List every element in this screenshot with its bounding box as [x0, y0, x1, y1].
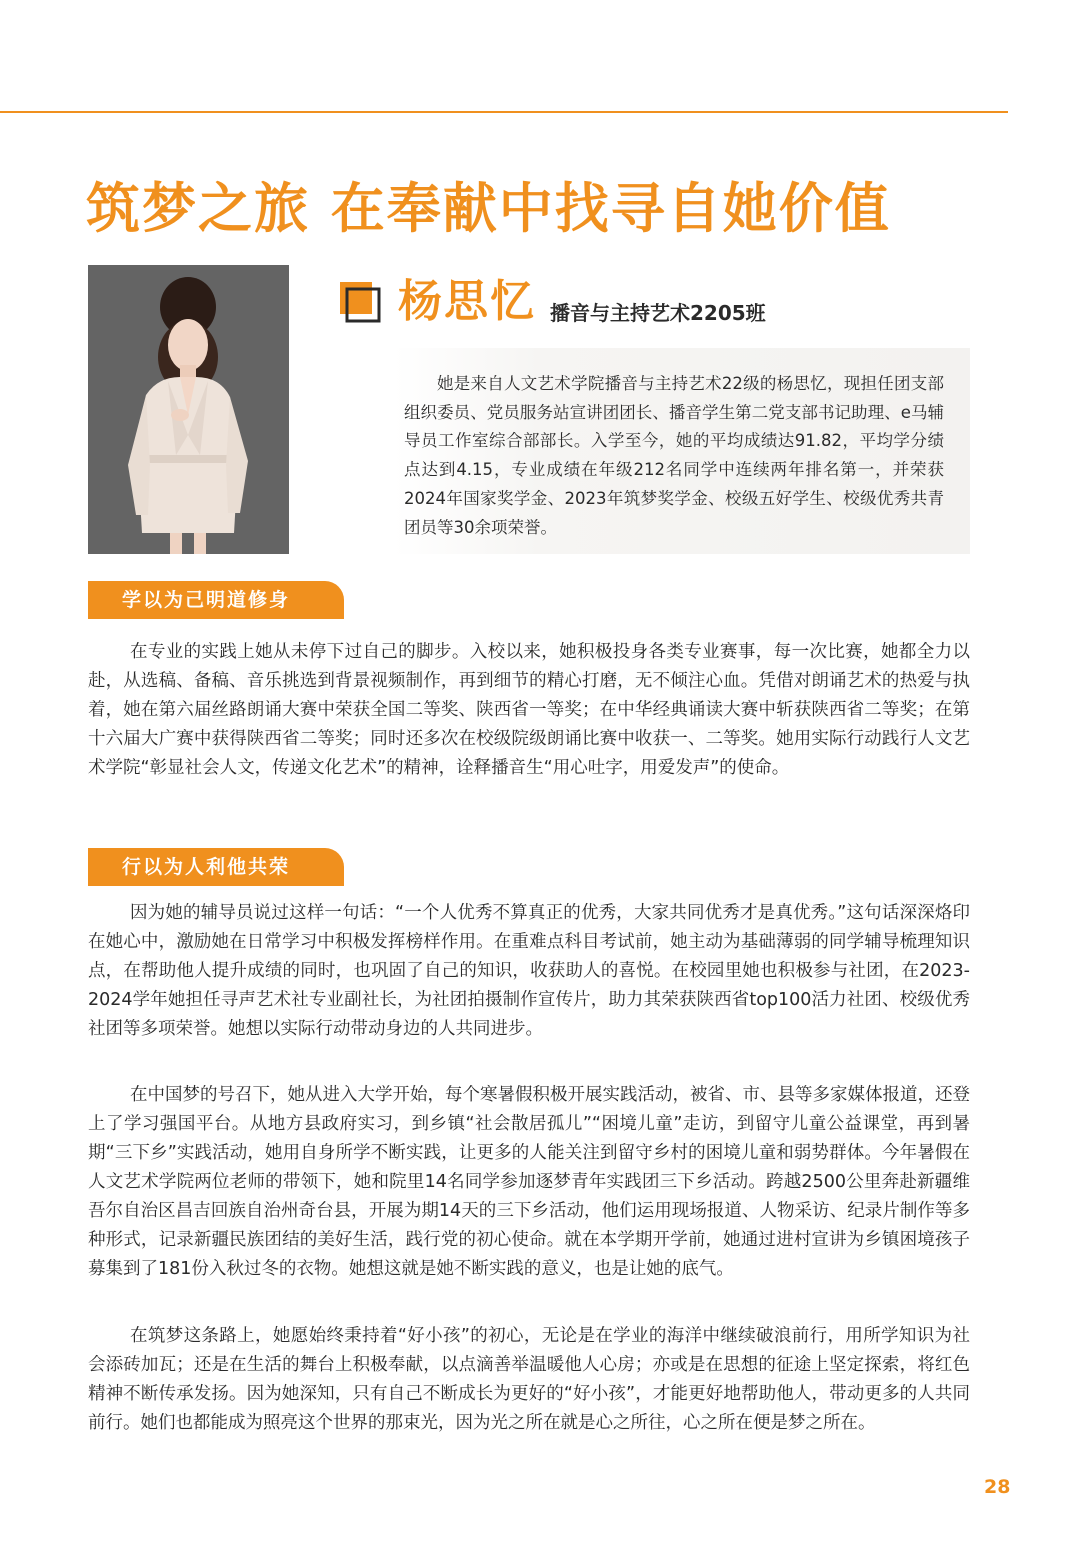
section-heading-1	[88, 581, 344, 619]
student-name: 杨思忆	[398, 276, 536, 327]
name-marker-icon	[340, 282, 382, 324]
intro-text: 她是来自人文艺术学院播音与主持艺术22级的杨思忆，现担任团支部组织委员、党员服务站宣讲团团长、播音学生第二党支部书记助理、e马辅导员工作室综合部部长。入学至今，她的平均成绩达91.82，平均学分绩点达到4.15，专业成绩在年级212名同学中连续两年排名第一，并荣获2024年国家奖学金、2023年筑梦奖学金、校级五好学生、校级优秀共青团员等30余项荣誉。	[404, 374, 944, 537]
portrait-photo	[88, 265, 289, 554]
page-number: 28	[984, 1476, 1011, 1498]
student-class: 播音与主持艺术2205班	[550, 301, 766, 325]
section-heading-label: 行以为人利他共荣	[122, 856, 291, 878]
body-paragraph: 在筑梦这条路上，她愿始终秉持着“好小孩”的初心，无论是在学业的海洋中继续破浪前行，用所学知识为社会添砖加瓦；还是在生活的舞台上积极奉献，以点滴善举温暖他人心房；亦或是在思想的征途上坚定探索，将红色精神不断传承发扬。因为她深知，只有自己不断成长为更好的“好小孩”，才能更好地帮助他人，带动更多的人共同前行。她们也都能成为照亮这个世界的那束光，因为光之所在就是心之所往，心之所在便是梦之所在。	[88, 1326, 970, 1433]
section-heading-2	[88, 848, 344, 886]
body-paragraph: 在中国梦的号召下，她从进入大学开始，每个寒暑假积极开展实践活动，被省、市、县等多家媒体报道，还登上了学习强国平台。从地方县政府实习，到乡镇“社会散居孤儿”“困境儿童”走访，到留守儿童公益课堂，再到暑期“三下乡”实践活动，她用自身所学不断实践，让更多的人能关注到留守乡村的困境儿童和弱势群体。今年暑假在人文艺术学院两位老师的带领下，她和院里14名同学参加逐梦青年实践团三下乡活动。跨越2500公里奔赴新疆维吾尔自治区昌吉回族自治州奇台县，开展为期14天的三下乡活动，他们运用现场报道、人物采访、纪录片制作等多种形式，记录新疆民族团结的美好生活，践行党的初心使命。就在本学期开学前，她通过进村宣讲为乡镇困境孩子募集到了181份入秋过冬的衣物。她想这就是她不断实践的意义，也是让她的底气。	[88, 1085, 970, 1279]
body-paragraph: 在专业的实践上她从未停下过自己的脚步。入校以来，她积极投身各类专业赛事，每一次比赛，她都全力以赴，从选稿、备稿、音乐挑选到背景视频制作，再到细节的精心打磨，无不倾注心血。凭借对朗诵艺术的热爱与执着，她在第六届丝路朗诵大赛中荣获全国二等奖、陕西省一等奖；在中华经典诵读大赛中斩获陕西省二等奖；在第十六届大广赛中获得陕西省二等奖；同时还多次在校级院级朗诵比赛中收获一、二等奖。她用实际行动践行人文艺术学院“彰显社会人文，传递文化艺术”的精神，诠释播音生“用心吐字，用爱发声”的使命。	[88, 642, 970, 778]
page-title: 筑梦之旅 在奉献中找寻自她价值	[86, 177, 891, 240]
section-heading-label: 学以为己明道修身	[122, 589, 291, 611]
top-divider	[0, 111, 1008, 113]
body-paragraph: 因为她的辅导员说过这样一句话：“一个人优秀不算真正的优秀，大家共同优秀才是真优秀。”这句话深深烙印在她心中，激励她在日常学习中积极发挥榜样作用。在重难点科目考试前，她主动为基础薄弱的同学辅导梳理知识点，在帮助他人提升成绩的同时，也巩固了自己的知识，收获助人的喜悦。在校园里她也积极参与社团，在2023-2024学年她担任寻声艺术社专业副社长，为社团拍摄制作宣传片，助力其荣获陕西省top100活力社团、校级优秀社团等多项荣誉。她想以实际行动带动身边的人共同进步。	[88, 903, 970, 1039]
